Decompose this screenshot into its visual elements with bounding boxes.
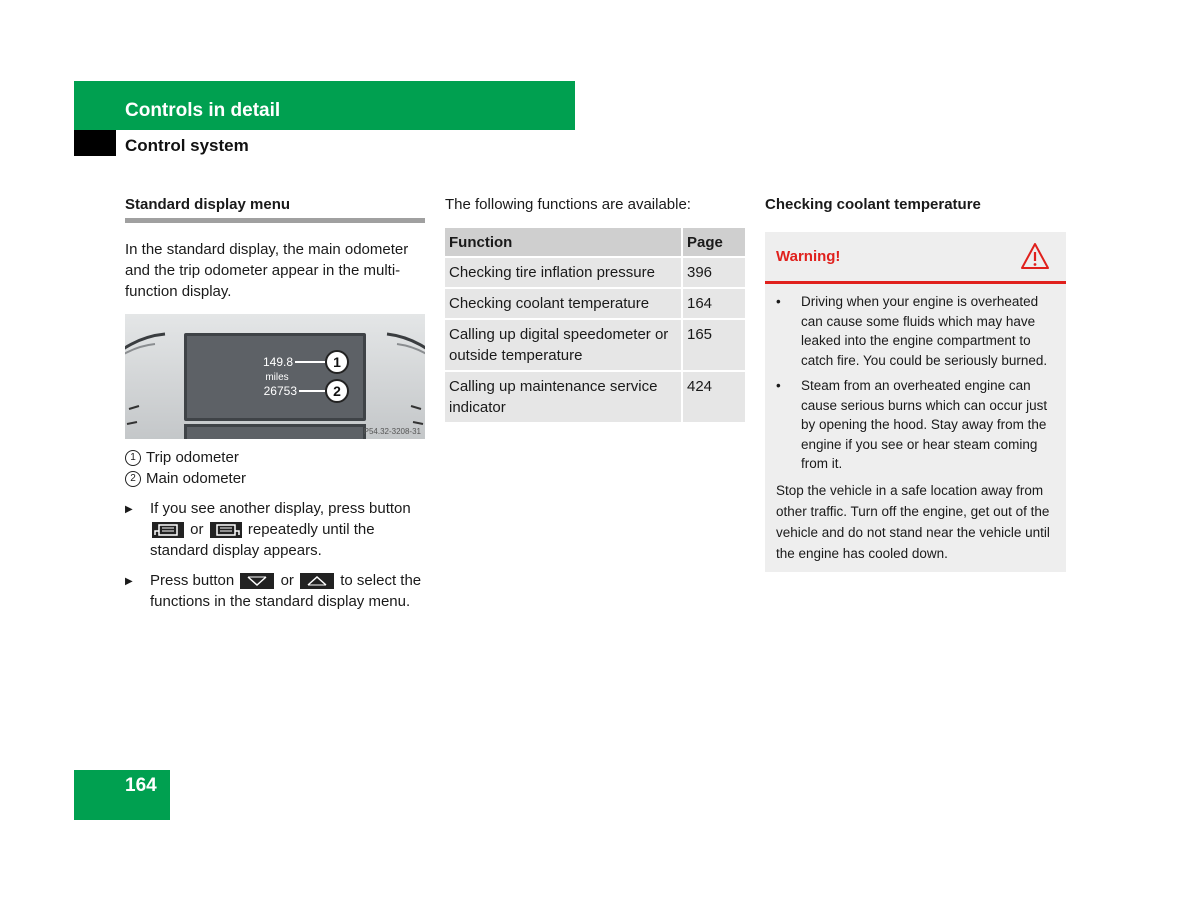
warning-box — [765, 232, 1066, 572]
column-coolant — [765, 196, 1066, 572]
step-arrow-icon: ▶ — [125, 576, 133, 587]
page-cell: 424 — [682, 371, 745, 422]
function-cell: Checking tire inflation pressure — [445, 257, 682, 288]
main-odometer-reading: 26753 — [263, 384, 297, 398]
section-heading: Checking coolant temperature — [765, 196, 981, 213]
instruction-step — [125, 570, 425, 612]
warning-list — [765, 284, 1066, 474]
figure-legend — [125, 447, 425, 489]
page-cell: 396 — [682, 257, 745, 288]
arrow-up-button-icon — [300, 573, 334, 589]
section-marker — [74, 130, 116, 156]
instruction-step — [125, 498, 425, 561]
instrument-display-figure — [125, 314, 425, 439]
column-header-function: Function — [445, 228, 682, 257]
legend-item — [125, 468, 425, 489]
functions-intro: The following functions are available: — [445, 196, 691, 213]
odometer-unit: miles — [265, 372, 289, 383]
legend-label: Main odometer — [146, 470, 247, 487]
functions-table — [445, 228, 745, 422]
arrow-down-button-icon — [240, 573, 274, 589]
display-page-forward-button-icon — [210, 522, 242, 538]
step-text: Press button or to select the functions in the standard display menu. — [150, 572, 422, 610]
function-cell: Checking coolant temperature — [445, 288, 682, 319]
function-cell: Calling up digital speedometer or outside temperature — [445, 319, 682, 371]
step-arrow-icon: ▶ — [125, 504, 133, 515]
bullet-icon: • — [776, 294, 781, 309]
legend-number: 1 — [125, 450, 141, 466]
page-cell: 165 — [682, 319, 745, 371]
legend-number: 2 — [125, 471, 141, 487]
step-text: If you see another display, press button or repeatedly until the standard display appears. — [150, 500, 411, 559]
column-functions — [445, 196, 745, 422]
section-heading: Standard display menu — [125, 196, 425, 223]
list-item: • Driving when your engine is overheated can cause some fluids which may have leaked into the engine compartment to catch fire. You could be seriously burned. — [776, 292, 1054, 370]
column-header-page: Page — [682, 228, 745, 257]
function-cell: Calling up maintenance service indicator — [445, 371, 682, 422]
bullet-icon: • — [776, 378, 781, 393]
figure-code: P54.32-3208-31 — [363, 427, 421, 436]
table-row — [445, 257, 745, 288]
column-standard-display — [125, 196, 425, 612]
page-cell: 164 — [682, 288, 745, 319]
section-title: Controls in detail — [125, 100, 281, 121]
legend-item — [125, 447, 425, 468]
table-header-row — [445, 228, 745, 257]
page-number: 164 — [125, 775, 157, 796]
callout-2: 2 — [333, 383, 341, 399]
display-page-back-button-icon — [152, 522, 184, 538]
trip-odometer-reading: 149.8 — [262, 355, 293, 369]
list-item: • Steam from an overheated engine can cause serious burns which can occur just by opening the hood. Stay away from the engine if you see or hear steam coming from it. — [776, 376, 1054, 474]
warning-title: Warning! — [776, 248, 841, 265]
instrument-cluster-illustration — [125, 314, 425, 439]
table-row — [445, 288, 745, 319]
table-row — [445, 319, 745, 371]
subsection-title: Control system — [125, 136, 249, 155]
warning-note: Stop the vehicle in a safe location away from other traffic. Turn off the engine, get out of the vehicle and do not stand near the vehicle until the engine has cooled down. — [776, 482, 1050, 561]
warning-header — [765, 232, 1066, 284]
callout-1: 1 — [333, 354, 341, 370]
legend-label: Trip odometer — [146, 449, 239, 466]
intro-paragraph: In the standard display, the main odometer and the trip odometer appear in the multi-function display. — [125, 241, 409, 300]
table-row — [445, 371, 745, 422]
warning-triangle-icon — [1020, 242, 1050, 275]
